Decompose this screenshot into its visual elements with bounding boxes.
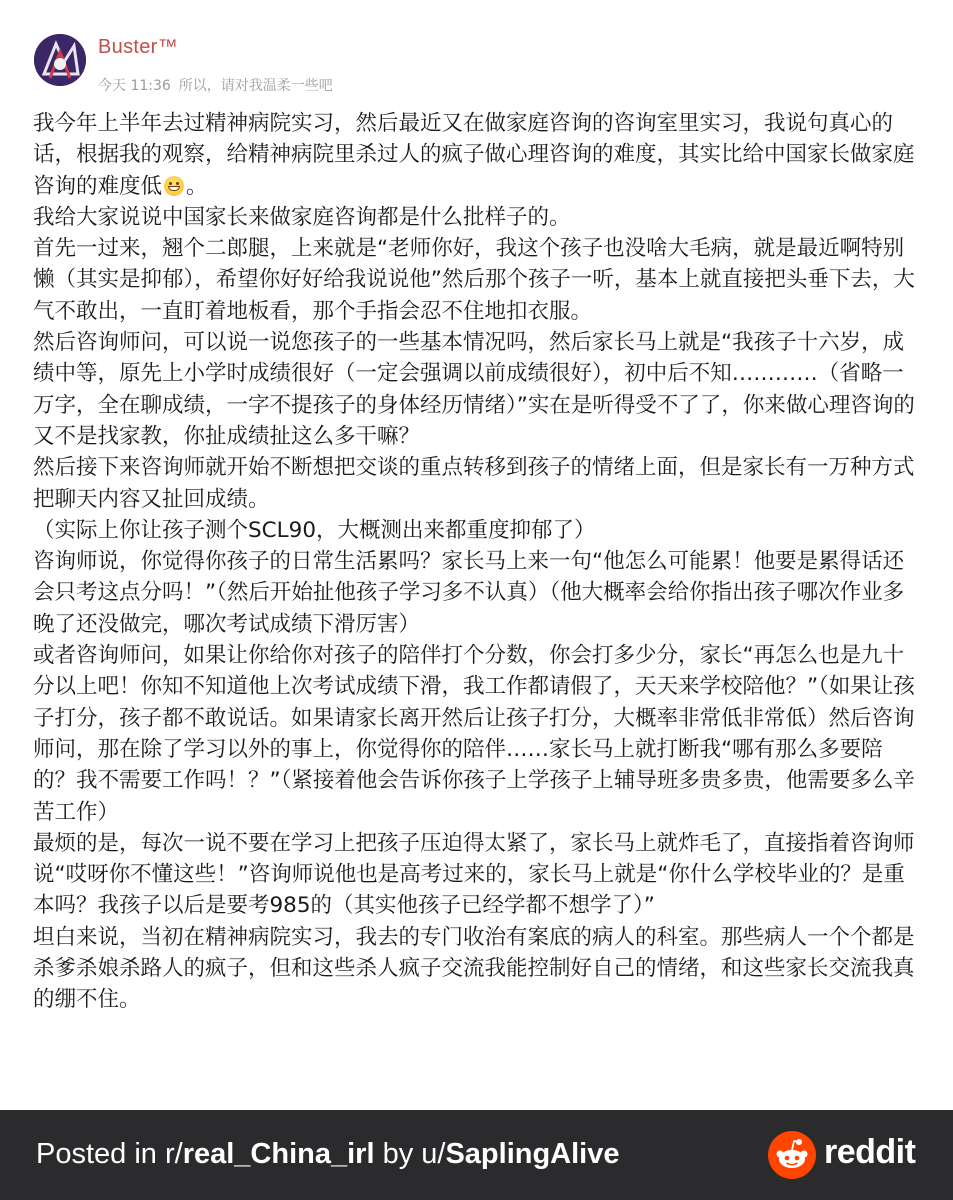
- user-link[interactable]: SaplingAlive: [445, 1138, 620, 1170]
- paragraph-3: 首先一过来，翘个二郎腿，上来就是“老师你好，我这个孩子也没啥大毛病，就是最近啊特别懒（其实是抑郁），希望你好好给我说说他”然后那个孩子一听，基本上就直接把头垂下去，大气不敢出，一直盯着地板看，那个手指会忍不住地扣衣服。: [33, 236, 915, 324]
- post-title: 所以，请对我温柔一些吧: [178, 78, 333, 94]
- grinning-face-icon: [164, 176, 184, 196]
- paragraph-7: 咨询师说，你觉得你孩子的日常生活累吗？家长马上来一句“他怎么可能累！他要是累得话还会只考这点分吗！”（然后开始扯他孩子学习多不认真）（他大概率会给你指出孩子哪次作业多晚了还没做完，哪次考试成绩下滑厉害）: [33, 549, 905, 637]
- by-label: by u/: [374, 1138, 446, 1170]
- avatar[interactable]: [34, 34, 86, 86]
- post-meta: [98, 75, 333, 95]
- reddit-wordmark: reddit: [824, 1133, 916, 1171]
- paragraph-5: 然后接下来咨询师就开始不断想把交谈的重点转移到孩子的情绪上面，但是家长有一万种方式把聊天内容又扯回成绩。: [33, 455, 915, 512]
- paragraph-2: 我给大家说说中国家长来做家庭咨询都是什么批样子的。: [33, 204, 571, 230]
- posted-in-label: Posted in r/: [36, 1138, 183, 1170]
- paragraph-1: [33, 108, 923, 202]
- author-name[interactable]: Buster™: [98, 36, 178, 58]
- post-body: [33, 108, 923, 1016]
- post-time: 今天 11:36: [98, 78, 171, 94]
- paragraph-4: 然后咨询师问，可以说一说您孩子的一些基本情况吗，然后家长马上就是“我孩子十六岁，成绩中等，原先上小学时成绩很好（一定会强调以前成绩很好），初中后不知…………（省略一万字，全在聊成绩，一字不提孩子的身体经历情绪）”实在是听得受不了了，你来做心理咨询的又不是找家教，你扯成绩扯这么多干嘛？: [33, 330, 915, 449]
- paragraph-6: （实际上你让孩子测个SCL90，大概测出来都重度抑郁了）: [33, 517, 596, 543]
- paragraph-text: 我今年上半年去过精神病院实习，然后最近又在做家庭咨询的咨询室里实习，我说句真心的话，根据我的观察，给精神病院里杀过人的疯子做心理咨询的难度，其实比给中国家长做家庭咨询的难度低: [33, 111, 915, 199]
- posted-in-credit: [36, 1138, 620, 1171]
- subreddit-link[interactable]: real_China_irl: [182, 1138, 375, 1170]
- avatar-image: [34, 34, 86, 86]
- paragraph-text-end: 。: [186, 173, 208, 199]
- reddit-snoo-icon[interactable]: [768, 1131, 816, 1179]
- reddit-footer-bar: [0, 1110, 953, 1200]
- paragraph-10: 坦白来说，当初在精神病院实习，我去的专门收治有案底的病人的科室。那些病人一个个都是杀爹杀娘杀路人的疯子，但和这些杀人疯子交流我能控制好自己的情绪，和这些家长交流我真的绷不住。: [33, 924, 915, 1013]
- paragraph-8: 或者咨询师问，如果让你给你对孩子的陪伴打个分数，你会打多少分，家长“再怎么也是九十分以上吧！你知不知道他上次考试成绩下滑，我工作都请假了，天天来学校陪他？”（如果让孩子打分，孩子都不敢说话。如果请家长离开然后让孩子打分，大概率非常低非常低）然后咨询师问，那在除了学习以外的事上，你觉得你的陪伴……家长马上就打断我“哪有那么多要陪的？我不需要工作吗！？”（紧接着他会告诉你孩子上学孩子上辅导班多贵多贵，他需要多么辛苦工作）: [33, 643, 915, 825]
- paragraph-9: 最烦的是，每次一说不要在学习上把孩子压迫得太紧了，家长马上就炸毛了，直接指着咨询师说“哎呀你不懂这些！”咨询师说他也是高考过来的，家长马上就是“你什么学校毕业的？是重本吗？我孩子以后是要考985的（其实他孩子已经学都不想学了）”: [33, 830, 915, 919]
